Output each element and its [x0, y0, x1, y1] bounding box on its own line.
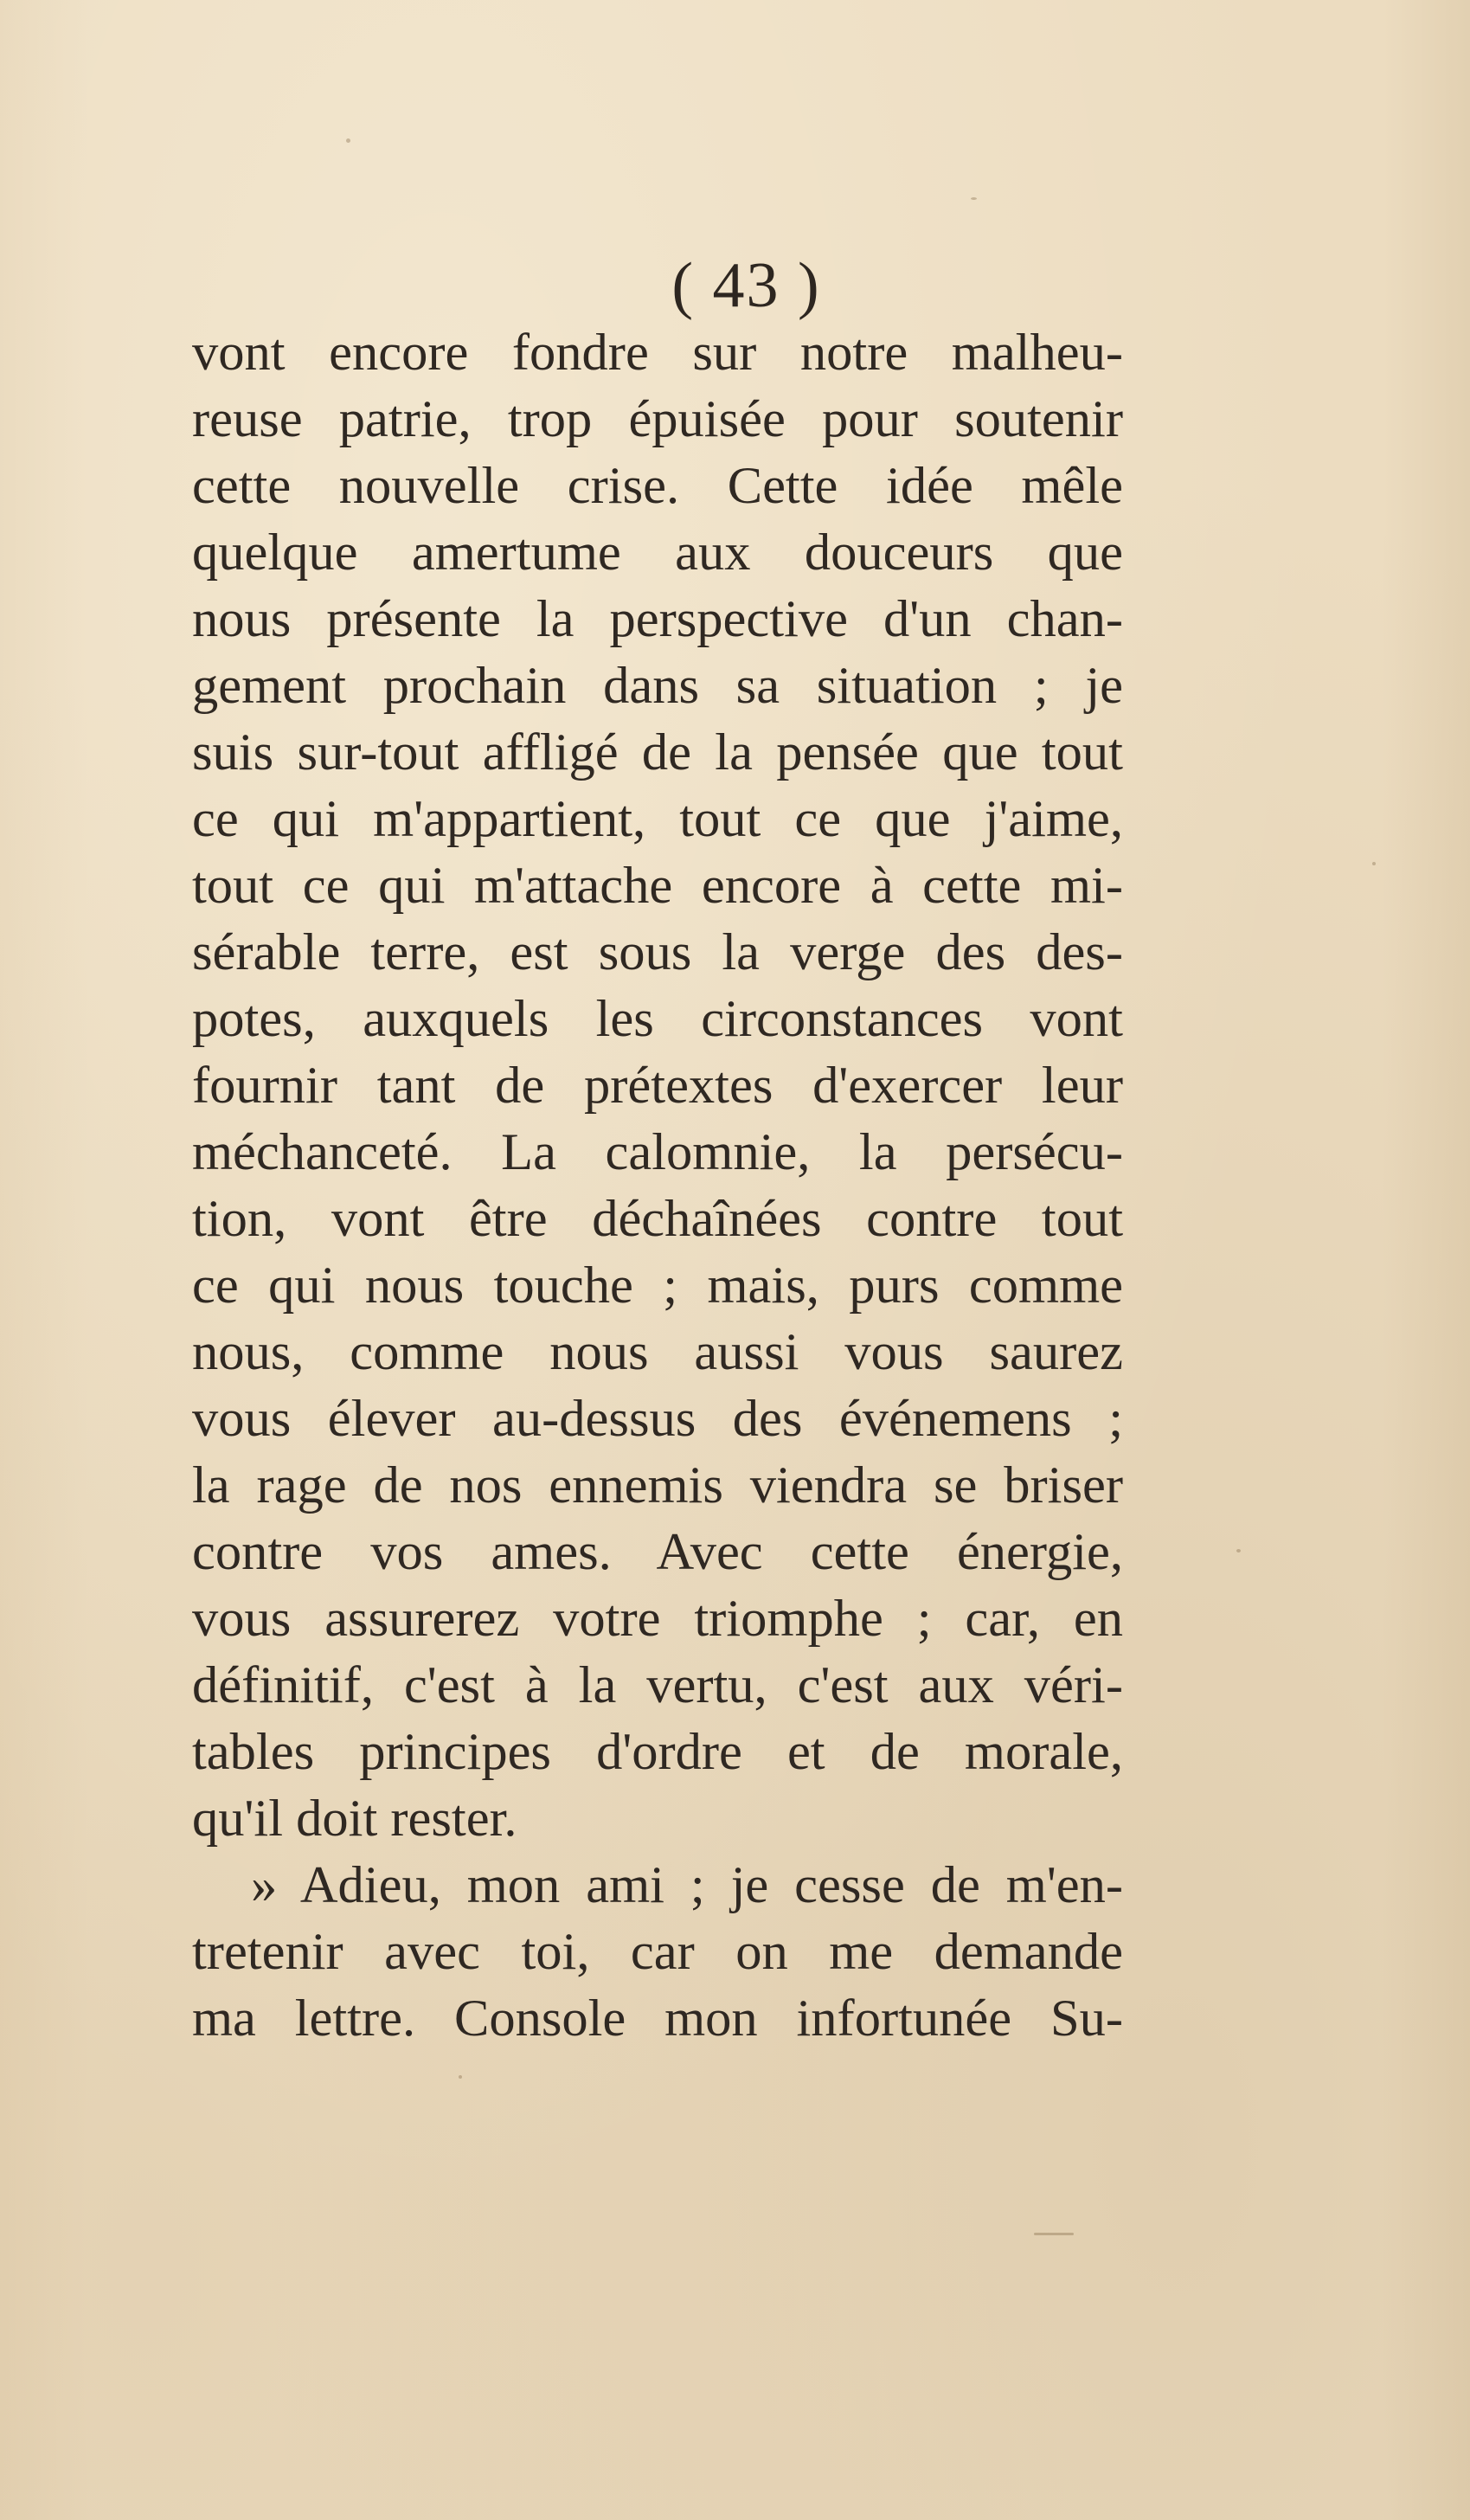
text-line: méchanceté. La calomnie, la persécu- [192, 1123, 1123, 1181]
text-line: fournir tant de prétextes d'exercer leur [192, 1057, 1123, 1115]
text-line: vont encore fondre sur notre malheu- [192, 324, 1123, 382]
text-line: quelque amertume aux douceurs que [192, 524, 1123, 582]
text-line: gement prochain dans sa situation ; je [192, 657, 1123, 715]
body-text [192, 319, 1123, 2052]
text-line: vous assurerez votre triomphe ; car, en [192, 1590, 1123, 1648]
paper-speck [1236, 1549, 1241, 1552]
text-line: cette nouvelle crise. Cette idée mêle [192, 457, 1123, 515]
text-line: ma lettre. Console mon infortunée Su- [192, 1990, 1123, 2048]
text-line: nous présente la perspective d'un chan- [192, 590, 1123, 648]
text-line: tables principes d'ordre et de morale, [192, 1723, 1123, 1781]
text-line: sérable terre, est sous la verge des des- [192, 923, 1123, 981]
text-line: tretenir avec toi, car on me demande [192, 1923, 1123, 1981]
text-line: qu'il doit rester. [192, 1790, 517, 1848]
paper-speck [1034, 2233, 1074, 2235]
text-line: ce qui m'appartient, tout ce que j'aime, [192, 790, 1123, 848]
text-line: la rage de nos ennemis viendra se briser [192, 1456, 1123, 1514]
paper-speck [346, 138, 350, 143]
text-line: suis sur-tout affligé de la pensée que tout [192, 723, 1123, 781]
paper-speck [1372, 862, 1376, 865]
text-line: potes, auxquels les circonstances vont [192, 990, 1123, 1048]
paper-speck [971, 197, 977, 200]
text-line: contre vos ames. Avec cette énergie, [192, 1523, 1123, 1581]
text-line: tion, vont être déchaînées contre tout [192, 1190, 1123, 1248]
text-line: vous élever au-dessus des événemens ; [192, 1390, 1123, 1448]
text-line: tout ce qui m'attache encore à cette mi- [192, 857, 1123, 915]
text-line: définitif, c'est à la vertu, c'est aux véri- [192, 1656, 1123, 1714]
text-line: reuse patrie, trop épuisée pour soutenir [192, 390, 1123, 448]
text-line: ce qui nous touche ; mais, purs comme [192, 1257, 1123, 1315]
text-line: » Adieu, mon ami ; je cesse de m'en- [251, 1856, 1123, 1914]
paper-speck [459, 2075, 462, 2079]
page-number: ( 43 ) [671, 250, 821, 321]
text-line: nous, comme nous aussi vous saurez [192, 1323, 1123, 1381]
